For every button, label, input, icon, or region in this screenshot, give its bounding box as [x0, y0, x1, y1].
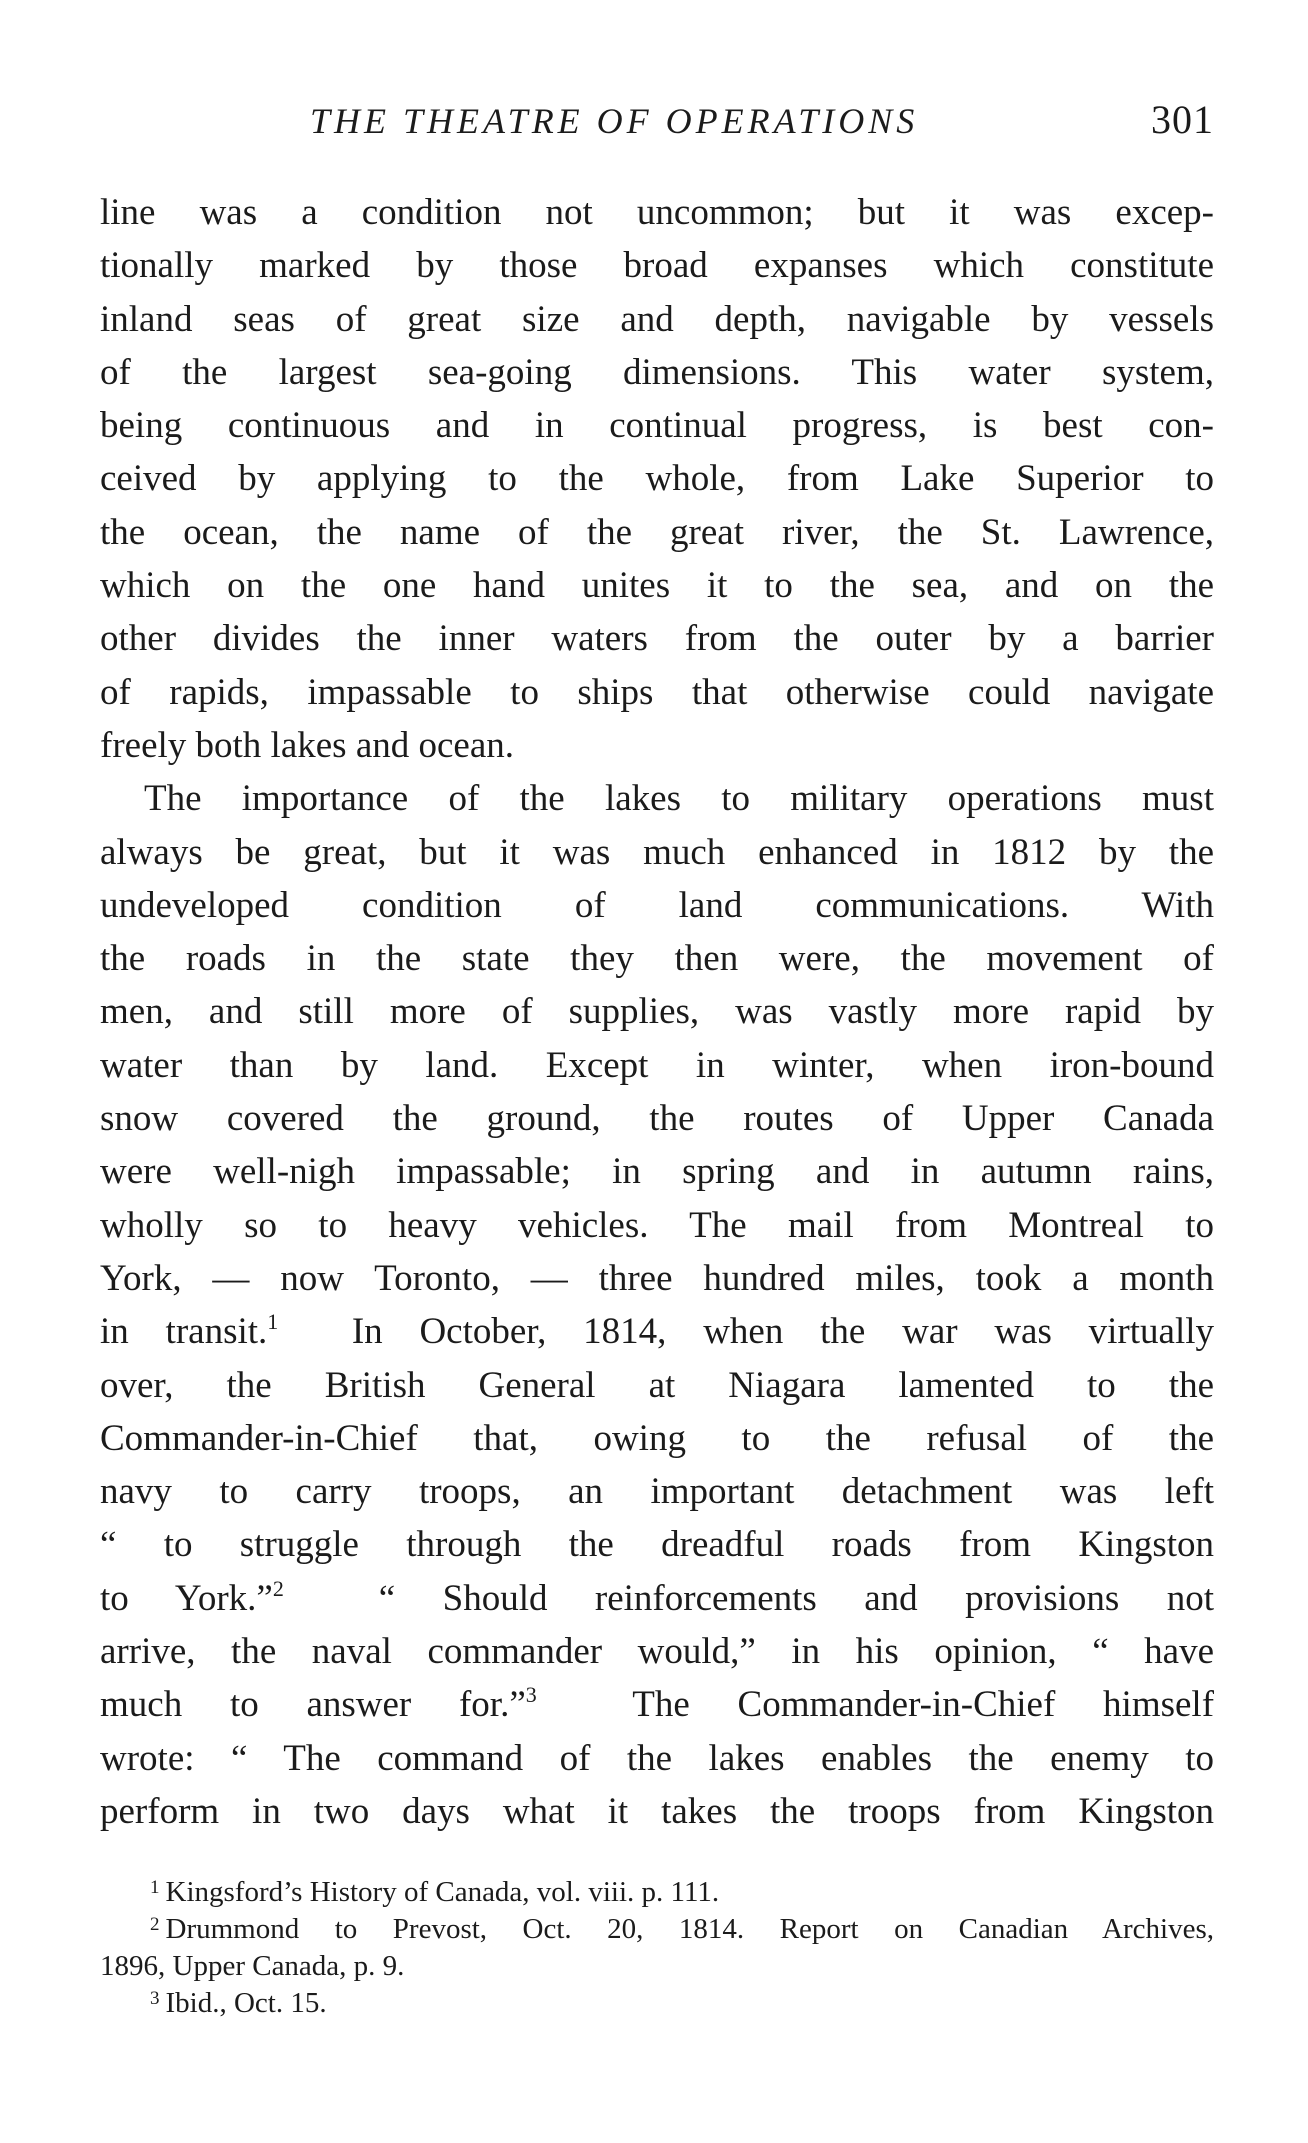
- running-head: [100, 96, 1214, 156]
- footnote-text: Ibid., Oct. 15.: [165, 1987, 327, 2019]
- text-segment: in transit.: [100, 1311, 268, 1353]
- text-line: which on the one hand unites it to the sea, and on the: [100, 565, 1214, 607]
- text-segment: to York.”: [100, 1577, 273, 1619]
- text-line: ceived by applying to the whole, from Lake Superior to: [100, 458, 1214, 500]
- text-line: Commander-in-Chief that, owing to the refusal of the: [100, 1417, 1214, 1459]
- footnote-mark: 2: [150, 1914, 160, 1935]
- paragraph-start-line: The importance of the lakes to military operations must: [144, 778, 1214, 820]
- text-line: always be great, but it was much enhanced in 1812 by the: [100, 831, 1214, 873]
- text-line: navy to carry troops, an important detachment was left: [100, 1471, 1214, 1513]
- body-text: [100, 186, 1214, 1838]
- text-line: perform in two days what it takes the troops from Kingston: [100, 1790, 1214, 1832]
- text-line: “ to struggle through the dreadful roads from Kingston: [100, 1524, 1214, 1566]
- footnote-ref: 2: [272, 1575, 284, 1601]
- footnote-mark: 1: [150, 1877, 160, 1898]
- text-line: inland seas of great size and depth, navigable by vessels: [100, 298, 1214, 340]
- text-line: wholly so to heavy vehicles. The mail from Montreal to: [100, 1204, 1214, 1246]
- text-line: undeveloped condition of land communications. With: [100, 884, 1214, 926]
- text-line: of the largest sea-going dimensions. This water system,: [100, 351, 1214, 393]
- footnote-3: [100, 1985, 1214, 2022]
- text-line: freely both lakes and ocean.: [100, 724, 515, 766]
- text-line: line was a condition not uncommon; but it was excep-: [100, 192, 1214, 233]
- text-line: other divides the inner waters from the outer by a barrier: [100, 618, 1214, 660]
- text-segment: much to answer for.”: [100, 1684, 526, 1726]
- footnotes: [100, 1874, 1214, 2022]
- footnote-2-continuation: 1896, Upper Canada, p. 9.: [100, 1950, 405, 1982]
- text-line: [100, 1305, 1214, 1358]
- text-line: were well-nigh impassable; in spring and in autumn rains,: [100, 1151, 1214, 1193]
- text-line: arrive, the naval commander would,” in his opinion, “ have: [100, 1631, 1214, 1673]
- footnote-ref: 1: [267, 1309, 279, 1335]
- text-line: of rapids, impassable to ships that otherwise could navigate: [100, 671, 1214, 713]
- text-line: men, and still more of supplies, was vastly more rapid by: [100, 991, 1214, 1033]
- footnote-1: [100, 1874, 1214, 1911]
- text-line: water than by land. Except in winter, when iron-bound: [100, 1044, 1214, 1086]
- footnote-ref: 3: [525, 1682, 537, 1708]
- text-line: [100, 1572, 1214, 1625]
- text-line: tionally marked by those broad expanses which constitute: [100, 245, 1214, 287]
- running-title: THE THEATRE OF OPERATIONS: [310, 101, 919, 141]
- text-line: York, — now Toronto, — three hundred miles, took a month: [100, 1257, 1214, 1299]
- text-segment: “ Should reinforcements and provisions not: [378, 1577, 1214, 1619]
- text-line: snow covered the ground, the routes of Upper Canada: [100, 1098, 1214, 1140]
- footnote-text: Drummond to Prevost, Oct. 20, 1814. Report on Canadian Archives,: [165, 1913, 1214, 1945]
- text-line: [100, 1678, 1214, 1731]
- footnote-text: Kingsford’s History of Canada, vol. viii. p. 111.: [165, 1876, 720, 1908]
- text-segment: The Commander-in-Chief himself: [632, 1684, 1214, 1726]
- text-line: the roads in the state they then were, the movement of: [100, 938, 1214, 980]
- text-line: the ocean, the name of the great river, the St. Lawrence,: [100, 511, 1214, 553]
- text-line: being continuous and in continual progress, is best con-: [100, 405, 1214, 447]
- text-segment: In October, 1814, when the war was virtually: [351, 1311, 1214, 1353]
- text-line: wrote: “ The command of the lakes enables the enemy to: [100, 1737, 1214, 1779]
- footnote-mark: 3: [150, 1988, 160, 2009]
- text-line: over, the British General at Niagara lamented to the: [100, 1364, 1214, 1406]
- page-number: 301: [1151, 97, 1214, 142]
- footnote-2: [100, 1911, 1214, 1948]
